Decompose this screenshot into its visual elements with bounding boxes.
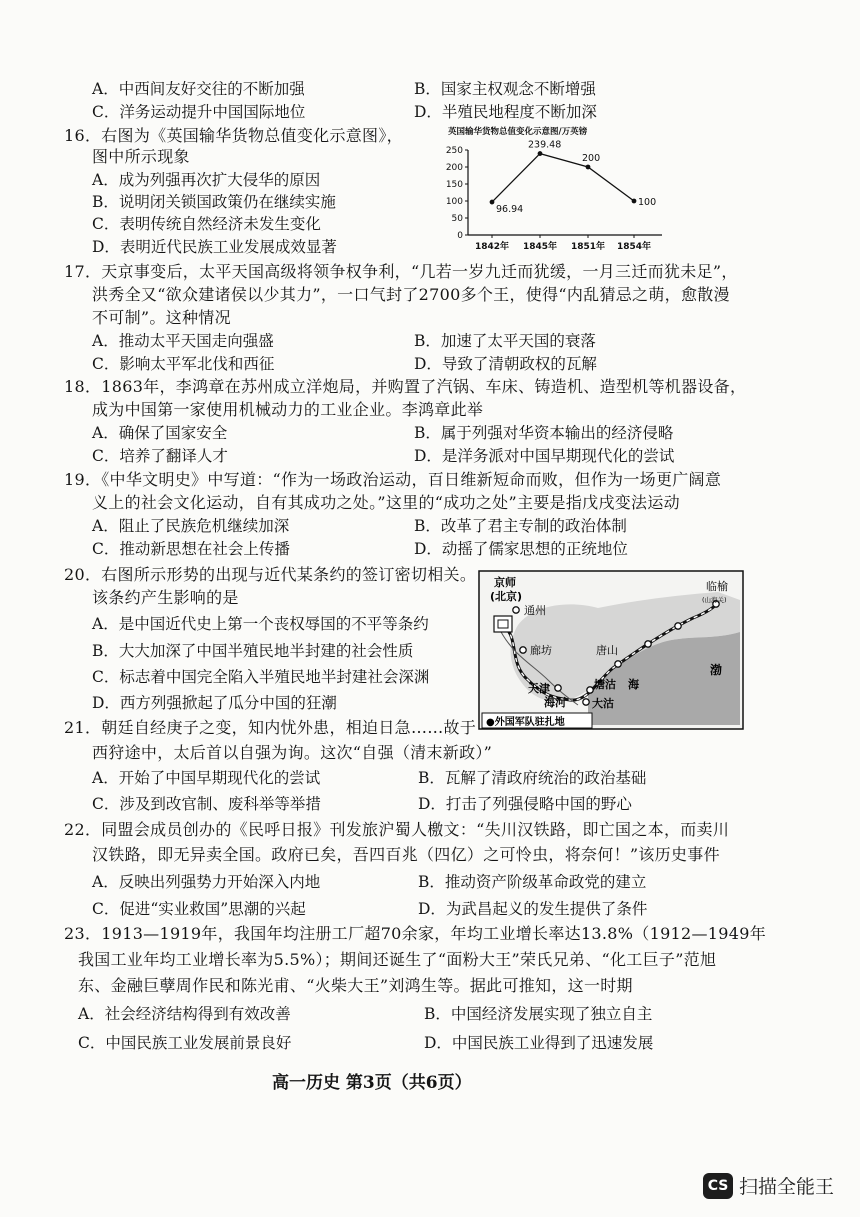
data-point xyxy=(632,199,637,204)
q23-option-a: A．社会经济结构得到有效改善 xyxy=(78,1005,291,1023)
q18-option-b: B．属于列强对华资本输出的经济侵略 xyxy=(414,424,674,442)
q20-option-c: C．标志着中国完全陷入半殖民地半封建社会深渊 xyxy=(92,668,430,686)
q17-option-b: B．加速了太平天国的衰落 xyxy=(414,332,596,350)
q16-option-b: B．说明闭关锁国政策仍在继续实施 xyxy=(92,193,336,211)
label-tongzhou: 通州 xyxy=(524,604,546,617)
q20-option-b: B．大大加深了中国半殖民地半封建的社会性质 xyxy=(92,642,414,660)
trade-value-line-chart xyxy=(440,120,670,255)
q21-option-b: B．瓦解了清政府统治的政治基础 xyxy=(418,769,647,787)
troop-station-map xyxy=(478,570,744,730)
label-haihe: 海河 xyxy=(544,696,566,709)
q23-option-d: D．中国民族工业得到了迅速发展 xyxy=(424,1034,654,1052)
data-label: 100 xyxy=(638,197,657,208)
q17-option-a: A．推动太平天国走向强盛 xyxy=(92,332,274,350)
x-tick-label: 1851年 xyxy=(570,242,606,252)
q19-option-a: A．阻止了民族危机继续加深 xyxy=(92,517,290,535)
x-tick-label: 1845年 xyxy=(522,242,558,252)
page-footer: 高一历史 第3页（共6页） xyxy=(272,1073,472,1093)
y-tick-label: 150 xyxy=(445,180,463,190)
q16-option-a: A．成为列强再次扩大侵华的原因 xyxy=(92,171,321,189)
q16-option-d: D．表明近代民族工业发展成效显著 xyxy=(92,238,337,256)
q22-option-c: C．促进“实业救国”思潮的兴起 xyxy=(92,900,306,918)
scanner-watermark xyxy=(703,1172,834,1199)
y-tick-label: 100 xyxy=(445,197,463,207)
label-langfang: 廊坊 xyxy=(530,644,552,657)
q20-stem-line2: 该条约产生影响的是 xyxy=(92,588,239,607)
q23-stem-line3: 东、金融巨孽周作民和陈光甫、“火柴大王”刘鸿生等。据此可推知，这一时期 xyxy=(78,976,633,995)
q21-option-c: C．涉及到改官制、废科举等举措 xyxy=(92,795,321,813)
q19-option-d: D．动摇了儒家思想的正统地位 xyxy=(414,540,628,558)
label-jingshi: 京师 xyxy=(494,576,516,589)
q15-option-b: B．国家主权观念不断增强 xyxy=(414,80,596,98)
label-tianjin: 天津 xyxy=(528,682,550,695)
data-point xyxy=(538,151,543,156)
q21-option-d: D．打击了列强侵略中国的野心 xyxy=(418,795,632,813)
q19-stem-line2: 义上的社会文化运动，自有其成功之处。”这里的“成功之处”主要是指戊戌变法运动 xyxy=(92,493,680,512)
station-dot-dagu xyxy=(583,699,589,705)
q22-option-a: A．反映出列强势力开始深入内地 xyxy=(92,873,321,891)
q20-option-d: D．西方列强掀起了瓜分中国的狂潮 xyxy=(92,694,337,712)
q17-stem-line2: 洪秀全又“欲众建诸侯以少其力”，一口气封了2700多个王，使得“内乱猜忌之萌，愈散漫 xyxy=(92,285,730,304)
q15-option-a: A．中西间友好交往的不断加强 xyxy=(92,80,305,98)
q21-stem-line1: 21．朝廷自经庚子之变，知内忧外患，相迫日急……故于 xyxy=(64,718,477,737)
x-tick-label: 1854年 xyxy=(616,242,652,252)
data-point xyxy=(490,200,495,205)
y-tick-label: 250 xyxy=(445,146,463,156)
q18-option-d: D．是洋务派对中国早期现代化的尝试 xyxy=(414,447,675,465)
q17-stem-line3: 不可制”。这种情况 xyxy=(92,308,231,327)
series-line xyxy=(492,154,634,202)
map-legend: ●外国军队驻扎地 xyxy=(486,717,565,728)
station-dot-tianjin xyxy=(555,685,561,691)
station-dot-tangshan xyxy=(615,661,621,667)
y-tick-label: 200 xyxy=(445,163,463,173)
chart-title: 英国输华货物总值变化示意图/万英镑 xyxy=(448,127,588,137)
q23-stem-line1: 23．1913—1919年，我国年均注册工厂超70余家，年均工业增长率达13.8%（1912—1949年 xyxy=(64,924,767,943)
q18-stem-line2: 成为中国第一家使用机械动力的工业企业。李鸿章此举 xyxy=(92,400,484,419)
q19-option-b: B．改革了君主专制的政治体制 xyxy=(414,517,627,535)
q16-stem-line1: 16．右图为《英国输华货物总值变化示意图》， xyxy=(64,126,403,145)
q17-option-d: D．导致了清朝政权的瓦解 xyxy=(414,355,597,373)
label-bo: 渤 xyxy=(710,663,723,677)
label-tangshan: 唐山 xyxy=(596,644,618,657)
data-label: 200 xyxy=(582,153,601,164)
q18-stem-line1: 18．1863年，李鸿章在苏州成立洋炮局，并购置了汽锅、车床、铸造机、造型机等机器设备， xyxy=(64,377,747,396)
label-tanggu: 塘沽 xyxy=(594,678,616,691)
q16-option-c: C．表明传统自然经济未发生变化 xyxy=(92,215,321,233)
q15-option-c: C．洋务运动提升中国国际地位 xyxy=(92,103,306,121)
y-tick-label: 0 xyxy=(457,231,463,241)
q22-stem-line2: 汉铁路，即无异卖全国。政府已矣，吾四百兆（四亿）之可怜虫，将奈何！”该历史事件 xyxy=(92,845,720,864)
q21-option-a: A．开始了中国早期现代化的尝试 xyxy=(92,769,321,787)
q19-option-c: C．推动新思想在社会上传播 xyxy=(92,540,290,558)
q23-option-b: B．中国经济发展实现了独立自主 xyxy=(424,1005,653,1023)
label-shanhaiguan: (山海关) xyxy=(702,596,727,604)
q17-option-c: C．影响太平军北伐和西征 xyxy=(92,355,275,373)
q23-option-c: C．中国民族工业发展前景良好 xyxy=(78,1034,292,1052)
q22-option-d: D．为武昌起义的发生提供了条件 xyxy=(418,900,648,918)
data-label: 96.94 xyxy=(496,204,524,216)
q15-option-d: D．半殖民地程度不断加深 xyxy=(414,103,597,121)
data-point xyxy=(586,165,591,170)
q21-stem-line2: 西狩途中，太后首以自强为询。这次“自强（清末新政）” xyxy=(92,743,493,762)
label-dagu: 大沽 xyxy=(592,697,614,710)
y-tick-label: 50 xyxy=(451,214,463,224)
q17-stem-line1: 17．天京事变后，太平天国高级将领争权争利，“几若一岁九迁而犹缓，一月三迁而犹未足”， xyxy=(64,262,738,281)
q18-option-c: C．培养了翻译人才 xyxy=(92,447,228,465)
data-label: 239.48 xyxy=(528,139,562,151)
q16-stem-line2: 图中所示现象 xyxy=(92,147,190,166)
station-dot-langfang xyxy=(520,647,526,653)
q20-stem-line1: 20．右图所示形势的出现与近代某条约的签订密切相关。 xyxy=(64,565,477,584)
x-tick-label: 1842年 xyxy=(474,242,510,252)
station-dot-tanggu xyxy=(587,687,593,693)
camscanner-logo-icon: CS xyxy=(703,1173,733,1199)
q18-option-a: A．确保了国家安全 xyxy=(92,424,228,442)
q19-stem-line1: 19．《中华文明史》中写道：“作为一场政治运动，百日维新短命而败，但作为一场更广阔意 xyxy=(64,470,722,489)
scanner-app-name: 扫描全能王 xyxy=(739,1176,835,1198)
q22-option-b: B．推动资产阶级革命政党的建立 xyxy=(418,873,647,891)
label-beijing: (北京) xyxy=(490,590,523,603)
station-dot-mid2 xyxy=(675,623,681,629)
q22-stem-line1: 22．同盟会成员创办的《民呼日报》刊发旅沪蜀人檄文：“失川汉铁路，即亡国之本，而卖川 xyxy=(64,820,730,839)
q23-stem-line2: 我国工业年均工业增长率为5.5%）；期间还诞生了“面粉大王”荣氏兄弟、“化工巨子”范旭 xyxy=(78,950,717,969)
q20-option-a: A．是中国近代史上第一个丧权辱国的不平等条约 xyxy=(92,615,429,633)
station-dot-tongzhou xyxy=(513,607,519,613)
label-hai: 海 xyxy=(628,678,639,691)
station-dot-mid1 xyxy=(645,641,651,647)
label-linyu: 临榆 xyxy=(706,580,728,593)
